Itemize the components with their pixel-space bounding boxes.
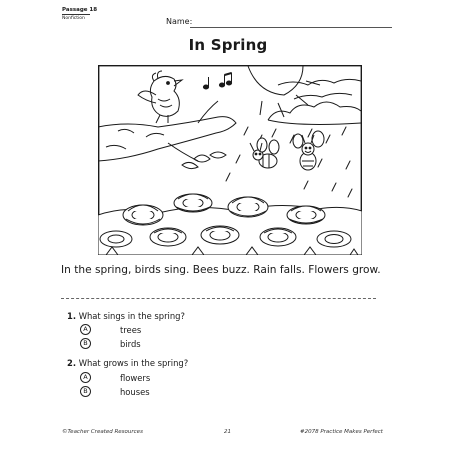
flower-icon <box>260 228 296 246</box>
name-line[interactable] <box>190 27 392 28</box>
question-2 <box>67 358 188 368</box>
name-label: Name: <box>166 17 193 26</box>
option-text: houses <box>120 387 150 397</box>
question-text: What grows in the spring? <box>78 358 189 368</box>
footer-book-title: #2078 Practice Makes Perfect <box>300 429 383 435</box>
question-number: 2. <box>67 358 77 368</box>
footer-page-number: 21 <box>224 429 231 435</box>
flower-icon <box>317 231 351 247</box>
answer-bubble[interactable]: A <box>80 372 91 383</box>
answer-bubble[interactable]: B <box>80 338 91 349</box>
name-field[interactable] <box>166 17 392 29</box>
answer-bubble[interactable]: B <box>80 386 91 397</box>
option-text: birds <box>120 339 141 349</box>
passage-tag <box>62 7 98 21</box>
flower-icon <box>287 206 325 224</box>
flower-icon <box>150 228 186 246</box>
passage-number: Passage 18 <box>62 7 98 13</box>
passage-text: In the spring, birds sing. Bees buzz. Rain falls. Flowers grow. <box>61 264 381 276</box>
option-text: trees <box>120 325 142 335</box>
question-number: 1. <box>67 311 77 321</box>
flower-icon <box>100 231 132 247</box>
page-title: In Spring <box>188 36 268 54</box>
spring-illustration <box>98 65 362 255</box>
answer-bubble[interactable]: A <box>80 324 91 335</box>
flower-icon <box>174 194 212 212</box>
option-text: flowers <box>120 373 151 383</box>
question-text: What sings in the spring? <box>78 311 185 321</box>
section-divider <box>61 298 376 299</box>
question-1 <box>67 311 185 321</box>
flower-icon <box>228 197 268 217</box>
passage-type: Nonfiction <box>62 16 85 21</box>
flower-icon <box>201 226 239 244</box>
footer-publisher: ©Teacher Created Resources <box>62 429 143 435</box>
flower-icon <box>123 205 163 225</box>
